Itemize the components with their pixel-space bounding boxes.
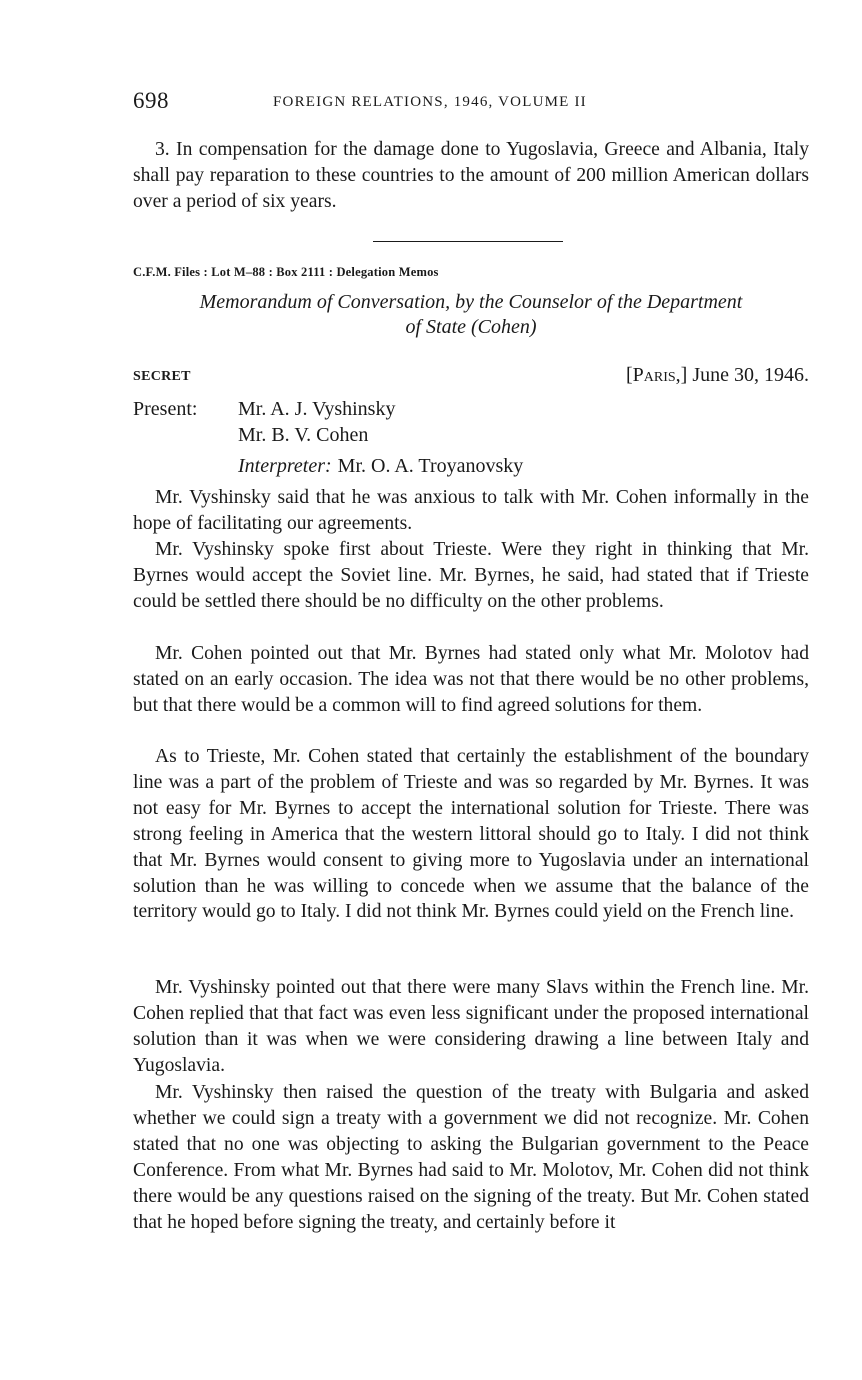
- file-reference: C.F.M. Files : Lot M–88 : Box 2111 : Delegation Memos: [133, 265, 439, 279]
- page-number: 698: [133, 88, 169, 113]
- body-paragraph: Mr. Vyshinsky then raised the question of the treaty with Bulgaria and asked whether we could sign a treaty with a government we did not recognize. Mr. Cohen stated that no one was objecting to asking the Bulgarian government to the Peace Conference. From what Mr. Byrnes had said to Mr. Molotov, Mr. Cohen did not think there would be any questions raised on the signing of the treaty. But Mr. Cohen stated that he hoped before signing the treaty, and certainly before it: [133, 1082, 809, 1233]
- date: June 30, 1946.: [692, 364, 809, 386]
- attendee: Mr. B. V. Cohen: [238, 424, 369, 446]
- body-paragraph: Mr. Vyshinsky said that he was anxious to talk with Mr. Cohen informally in the hope of facilitating our agreements.: [133, 487, 809, 534]
- interpreter-name: Mr. O. A. Troyanovsky: [337, 455, 524, 477]
- running-head: [133, 88, 809, 122]
- interpreter-line: [238, 455, 523, 478]
- place: [Paris,]: [625, 364, 688, 386]
- document-title: [133, 290, 809, 340]
- body-paragraph: As to Trieste, Mr. Cohen stated that certainly the establishment of the boundary line was a part of the problem of Trieste and was so regarded by Mr. Byrnes. It was not easy for Mr. Byrnes to accept the international solution for Trieste. There was strong feeling in America that the western littoral should go to Italy. I did not think that Mr. Byrnes would consent to giving more to Yugoslavia under an international solution than he was willing to concede when we assume that the balance of the territory would go to Italy. I did not think Mr. Byrnes could yield on the French line.: [133, 746, 809, 923]
- running-title: FOREIGN RELATIONS, 1946, VOLUME II: [273, 94, 587, 110]
- interpreter-label: Interpreter:: [238, 455, 332, 477]
- section-divider: [373, 241, 563, 242]
- body-paragraph: Mr. Vyshinsky pointed out that there were many Slavs within the French line. Mr. Cohen replied that that fact was even less significant under the proposed international solution than it was when we were considering drawing a line between Italy and Yugoslavia.: [133, 977, 809, 1076]
- present-label: Present:: [133, 398, 198, 420]
- body-paragraph: Mr. Cohen pointed out that Mr. Byrnes had stated only what Mr. Molotov had stated on an early occasion. The idea was not that there would be no other problems, but that there would be a common will to find agreed solutions for them.: [133, 643, 809, 716]
- body-paragraph: Mr. Vyshinsky spoke first about Trieste. Were they right in thinking that Mr. Byrnes would accept the Soviet line. Mr. Byrnes, he said, had stated that if Trieste could be settled there should be no difficulty on the other problems.: [133, 539, 809, 612]
- document-title-line-2: of State (Cohen): [405, 316, 537, 338]
- intro-paragraph: 3. In compensation for the damage done to Yugoslavia, Greece and Albania, Italy shall pay reparation to these countries to the amount of 200 million American dollars over a period of six years.: [133, 139, 809, 212]
- attendee: Mr. A. J. Vyshinsky: [238, 398, 396, 420]
- classification-marking: SECRET: [133, 369, 191, 384]
- place-date: [626, 364, 809, 387]
- document-title-line-1: Memorandum of Conversation, by the Counselor of the Department: [199, 291, 743, 313]
